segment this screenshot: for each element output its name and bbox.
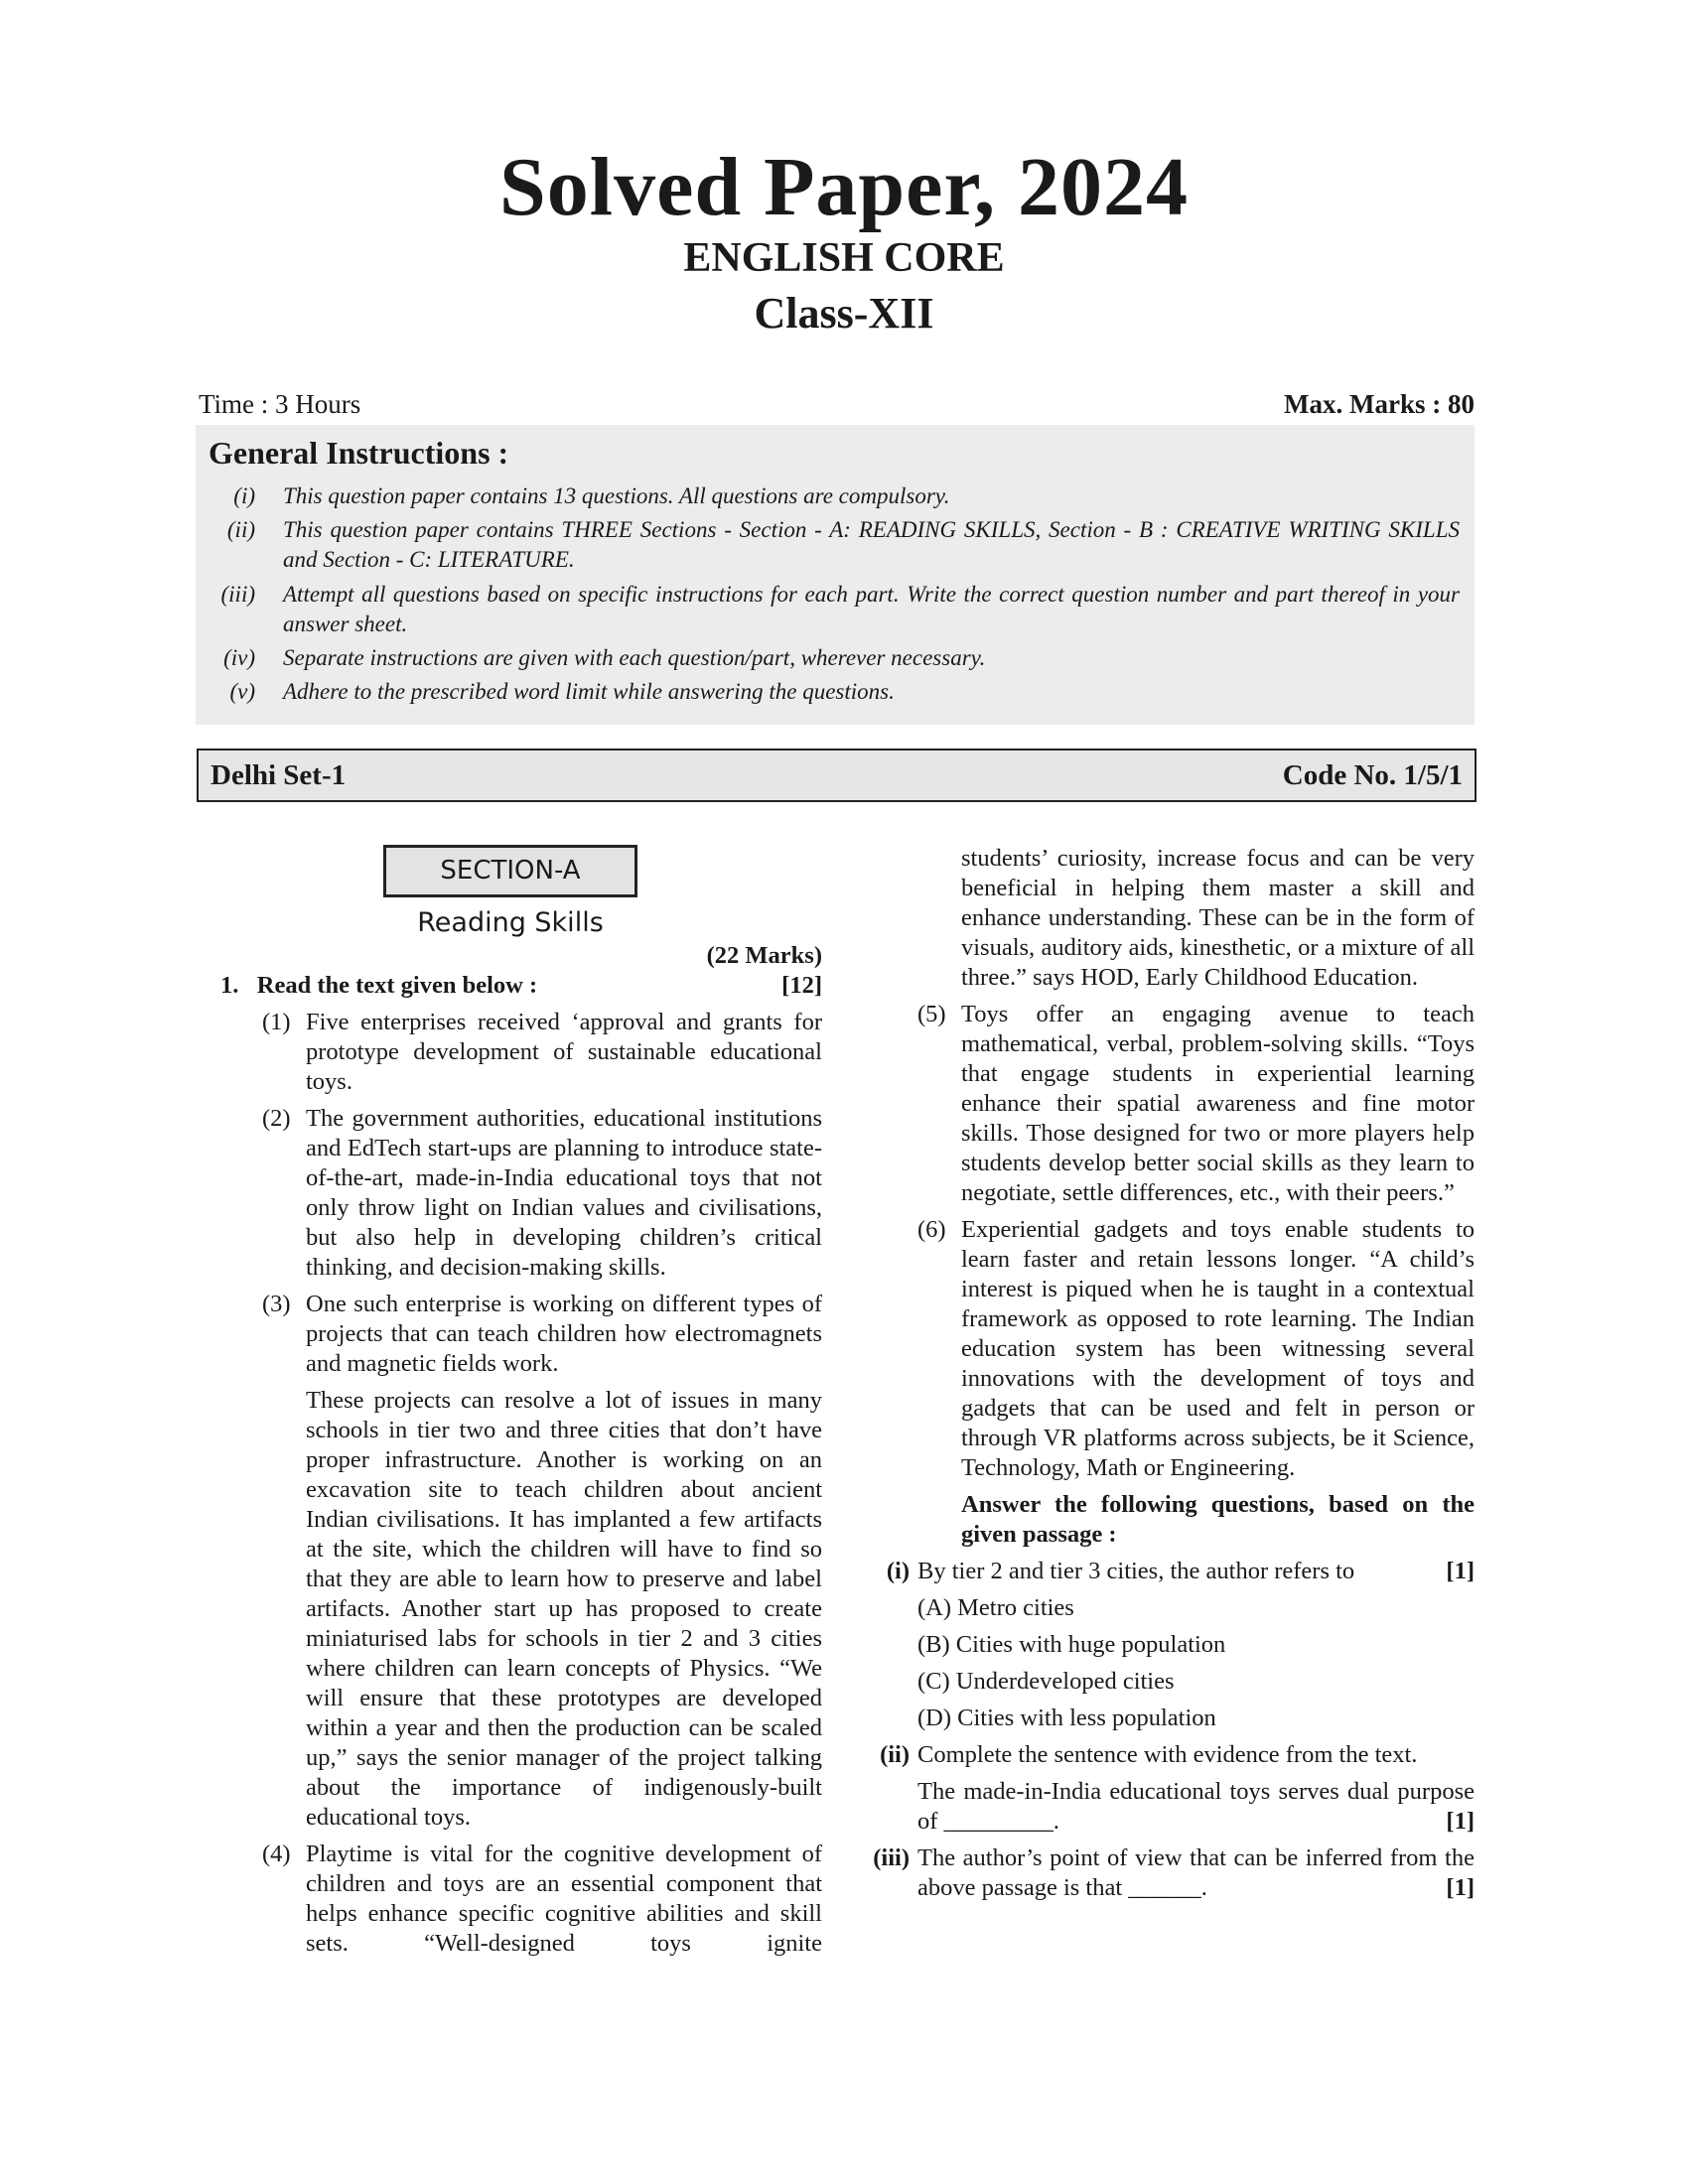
paragraph-text: Five enterprises received ‘approval and grants for prototype development of sustainable educational toys.: [306, 1009, 822, 1095]
page-title: Solved Paper, 2024: [499, 141, 1189, 233]
paragraph-number: (2): [262, 1105, 291, 1132]
max-marks: Max. Marks : 80: [1284, 389, 1475, 419]
option-b: (B) Cities with huge population: [917, 1631, 1226, 1658]
sub-question-text: By tier 2 and tier 3 cities, the author refers to: [917, 1558, 1355, 1584]
instruction-num: (iv): [223, 645, 255, 670]
instruction-num: (i): [233, 483, 255, 508]
paragraph-number: (5): [917, 1001, 946, 1027]
sub-question-text: The made-in-India educational toys serves dual purpose of _________.: [917, 1778, 1475, 1835]
section-marks: (22 Marks): [706, 942, 822, 969]
sub-question-marks: [1]: [1446, 1808, 1475, 1835]
paragraph-text: These projects can resolve a lot of issues in many schools in tier two and three cities that don’t have proper infrastructure. Another is working on an excavation site to teach children about ancient Indian civilisations. It has implanted a few artifacts at the site, which the children will have to find so that they are able to learn how to preserve and label artifacts. Another start up has proposed to create miniaturised labs for schools in tier 2 and 3 cities where children can learn concepts of Physics. “We will ensure that these prototypes are developed within a year and then the production can be scaled up,” says the senior manager of the project talking about the importance of indigenously-built educational toys.: [306, 1387, 822, 1831]
instruction-num: (iii): [220, 582, 255, 607]
general-instructions-box: [196, 425, 1475, 725]
subject-title: ENGLISH CORE: [683, 235, 1005, 281]
paragraph-number: (4): [262, 1841, 291, 1867]
paragraph-number: (1): [262, 1009, 291, 1035]
instruction-text: Separate instructions are given with each question/part, wherever necessary.: [283, 645, 986, 670]
paragraph-text: Toys offer an engaging avenue to teach mathematical, verbal, problem-solving skills. “Toys that engage students in experiential learning enhance their spatial awareness and fine motor skills. Those designed for two or more players help students develop better social skills as they learn to negotiate, settle differences, etc., with their peers.”: [961, 1001, 1475, 1206]
set-code: Code No. 1/5/1: [1282, 759, 1463, 791]
passage-paragraph: [262, 1104, 822, 1283]
passage-paragraph: [262, 1290, 822, 1379]
sub-question-marks: [1]: [1446, 1558, 1475, 1584]
passage-paragraph: [262, 1008, 822, 1097]
instructions-heading: General Instructions :: [209, 435, 509, 471]
instruction-num: (ii): [226, 517, 255, 542]
paragraph-text: Playtime is vital for the cognitive development of children and toys are an essential component that helps enhance specific cognitive abilities and skill sets. “Well-designed toys ignite: [306, 1841, 822, 1957]
sub-question: [873, 1843, 1475, 1903]
option-d: (D) Cities with less population: [917, 1705, 1216, 1731]
right-column: [873, 844, 1475, 1910]
sub-question-text: Complete the sentence with evidence from the text.: [917, 1741, 1418, 1768]
question-number: 1.: [220, 972, 239, 999]
paragraph-text: students’ curiosity, increase focus and can be very beneficial in helping them master a skill and enhance understanding. These can be in the form of visuals, auditory aids, kinesthetic, or a mixture of all three.” says HOD, Early Childhood Education.: [961, 845, 1475, 991]
passage-paragraph: [306, 1386, 822, 1833]
sub-question: [880, 1740, 1475, 1770]
sub-question: [886, 1557, 1475, 1586]
sub-question-continuation: [917, 1777, 1475, 1837]
paragraph-number: (3): [262, 1291, 291, 1317]
question-1-heading: [220, 971, 822, 1001]
section-label: SECTION-A: [383, 845, 637, 897]
set-banner: [197, 749, 1477, 802]
set-name: Delhi Set-1: [211, 759, 347, 791]
option-a: (A) Metro cities: [917, 1594, 1074, 1621]
paragraph-text: One such enterprise is working on different types of projects that can teach children how electromagnets and magnetic fields work.: [306, 1291, 822, 1377]
option-c: (C) Underdeveloped cities: [917, 1668, 1175, 1695]
section-title: Reading Skills: [417, 907, 604, 938]
paragraph-number: (6): [917, 1216, 946, 1243]
instruction-num: (v): [229, 679, 255, 704]
instruction-text: This question paper contains THREE Sections - Section - A: READING SKILLS, Section - B : CREATIVE WRITING SKILLS and Section - C: LITERATURE.: [283, 517, 1460, 572]
answer-prompt: Answer the following questions, based on the given passage :: [961, 1491, 1475, 1548]
question-marks: [12]: [781, 972, 822, 999]
paragraph-text: Experiential gadgets and toys enable students to learn faster and retain lessons longer. “A child’s interest is piqued when he is taught in a contextual framework as opposed to rote learning. The Indian education system has been witnessing several innovations with the development of toys and gadgets that can be used and felt in person or through VR platforms across subjects, be it Science, Technology, Math or Engineering.: [961, 1216, 1475, 1481]
sub-question-number: (ii): [880, 1741, 910, 1768]
question-prompt: Read the text given below :: [256, 972, 538, 999]
instruction-text: Attempt all questions based on specific instructions for each part. Write the correct question number and part thereof in your answer sheet.: [283, 582, 1460, 636]
left-column: [220, 941, 822, 1966]
passage-paragraph: [917, 1000, 1475, 1208]
passage-paragraph: [262, 1840, 822, 1959]
instruction-text: This question paper contains 13 questions. All questions are compulsory.: [283, 483, 950, 508]
sub-question-text: The author’s point of view that can be inferred from the above passage is that ______.: [917, 1844, 1475, 1901]
sub-question-number: (iii): [873, 1844, 910, 1871]
sub-question-marks: [1]: [1446, 1874, 1475, 1901]
passage-paragraph: [917, 1215, 1475, 1483]
time-allowed: Time : 3 Hours: [199, 389, 361, 419]
paragraph-text: The government authorities, educational institutions and EdTech start-ups are planning to introduce state-of-the-art, made-in-India educational toys that not only throw light on Indian values and civilisations, but also help in developing children’s critical thinking, and decision-making skills.: [306, 1105, 822, 1281]
instruction-text: Adhere to the prescribed word limit while answering the questions.: [283, 679, 895, 704]
passage-paragraph: [961, 844, 1475, 993]
class-title: Class-XII: [754, 289, 934, 338]
sub-question-number: (i): [886, 1558, 910, 1584]
